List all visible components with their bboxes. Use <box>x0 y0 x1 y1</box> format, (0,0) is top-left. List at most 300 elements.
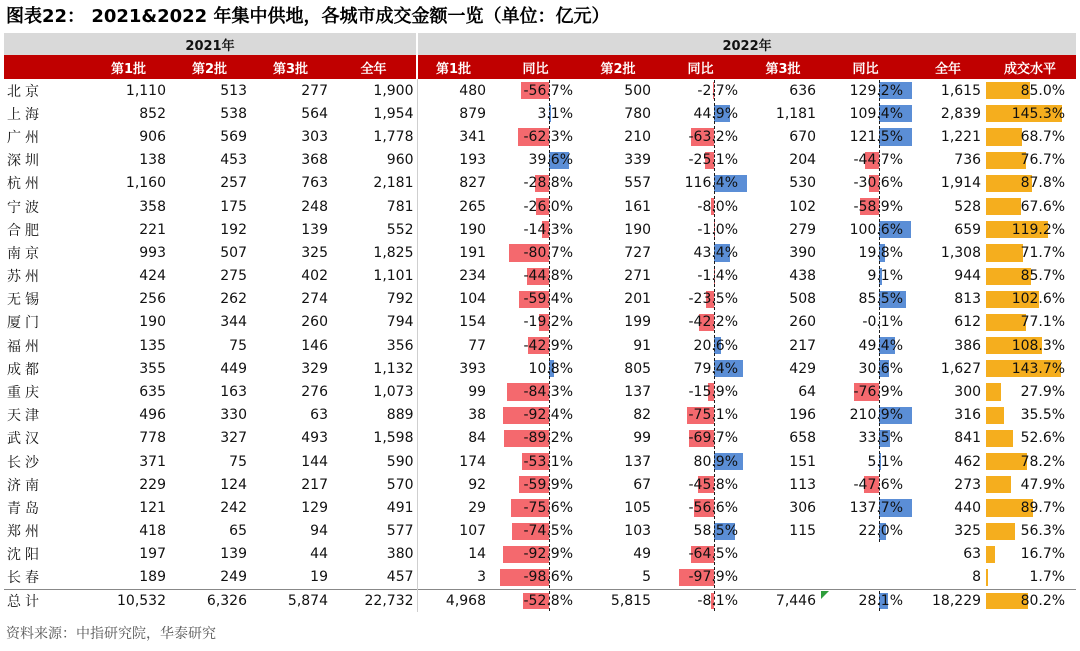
yoy-cell <box>489 311 582 334</box>
amount-cell: 77 <box>417 334 489 357</box>
level-value: 77.1% <box>1020 314 1066 331</box>
amount-cell: 1,615 <box>940 82 982 99</box>
yoy-cell <box>489 520 582 543</box>
yoy-value: -69.7% <box>688 430 739 447</box>
amount-cell: 355 <box>139 360 166 377</box>
yoy-value: -8.0% <box>697 198 739 215</box>
yoy-cell <box>654 334 747 357</box>
city-name: 天津 <box>7 408 43 425</box>
amount-cell: 154 <box>417 311 489 334</box>
yoy-value: -1.4% <box>697 268 739 285</box>
amount-cell: 727 <box>624 244 652 261</box>
yoy-value: -52.8% <box>523 592 574 609</box>
amount-cell: 538 <box>220 105 247 122</box>
city-name: 成都 <box>7 361 43 378</box>
table-row <box>4 334 1076 357</box>
yoy-value: -23.5% <box>688 291 739 308</box>
yoy-cell <box>819 334 912 357</box>
amount-cell: 99 <box>633 430 652 447</box>
amount-cell: 1,954 <box>373 105 414 122</box>
amount-cell: 418 <box>139 523 166 540</box>
yoy-cell <box>654 589 747 612</box>
amount-cell: 107 <box>417 520 489 543</box>
amount-cell: 841 <box>954 430 982 447</box>
level-cell <box>984 404 1076 427</box>
column-header: 同比 <box>654 55 747 79</box>
amount-cell: 325 <box>301 244 328 261</box>
city-name: 广州 <box>7 129 43 146</box>
amount-cell: 368 <box>301 152 328 169</box>
yoy-cell <box>654 473 747 496</box>
yoy-cell <box>489 125 582 148</box>
yoy-value: 30.6% <box>858 360 904 377</box>
amount-cell: 67 <box>633 476 652 493</box>
yoy-value: -62.3% <box>523 128 574 145</box>
yoy-cell <box>489 218 582 241</box>
group-2021: 2021年 <box>4 33 417 55</box>
amount-cell: 49 <box>633 546 652 563</box>
yoy-cell <box>654 311 747 334</box>
amount-cell: 151 <box>789 453 817 470</box>
amount-cell: 507 <box>220 244 247 261</box>
yoy-value: -63.2% <box>688 128 739 145</box>
amount-cell: 552 <box>386 221 414 238</box>
yoy-value: -2.7% <box>697 82 739 99</box>
amount-cell: 530 <box>789 175 817 192</box>
column-header: 第1批 <box>417 55 489 79</box>
city-name: 苏州 <box>7 269 43 286</box>
yoy-value: -26.0% <box>523 198 574 215</box>
yoy-cell <box>489 473 582 496</box>
amount-cell: 129 <box>301 499 328 516</box>
amount-cell: 390 <box>789 244 817 261</box>
level-value: 67.6% <box>1020 198 1066 215</box>
amount-cell: 139 <box>220 546 247 563</box>
level-cell <box>984 125 1076 148</box>
yoy-cell <box>819 265 912 288</box>
amount-cell: 457 <box>386 569 414 586</box>
table-row <box>4 265 1076 288</box>
yoy-cell <box>489 265 582 288</box>
amount-cell: 763 <box>301 175 328 192</box>
yoy-cell <box>489 566 582 589</box>
yoy-value: 137.7% <box>849 499 904 516</box>
amount-cell: 146 <box>301 337 328 354</box>
amount-cell: 1,110 <box>125 82 166 99</box>
amount-cell: 221 <box>139 221 166 238</box>
amount-cell: 500 <box>624 82 652 99</box>
amount-cell: 262 <box>220 291 247 308</box>
amount-cell: 327 <box>220 430 247 447</box>
amount-cell: 265 <box>417 195 489 218</box>
amount-cell: 199 <box>624 314 652 331</box>
yoy-value: -30.6% <box>853 175 904 192</box>
yoy-value: -98.6% <box>523 569 574 586</box>
amount-cell: 14 <box>417 543 489 566</box>
amount-cell: 260 <box>301 314 328 331</box>
level-cell <box>984 218 1076 241</box>
amount-cell: 496 <box>139 407 166 424</box>
city-transaction-table <box>4 33 1076 612</box>
amount-cell: 38 <box>417 404 489 427</box>
amount-cell: 325 <box>954 523 982 540</box>
yoy-value: -0.1% <box>862 314 904 331</box>
yoy-cell <box>654 79 747 102</box>
group-2022: 2022年 <box>417 33 1076 55</box>
yoy-value: 28.1% <box>858 592 904 609</box>
amount-cell: 670 <box>789 128 817 145</box>
city-name: 长沙 <box>7 454 43 471</box>
amount-cell: 102 <box>789 198 817 215</box>
yoy-cell <box>489 357 582 380</box>
yoy-cell <box>654 380 747 403</box>
amount-cell: 174 <box>417 450 489 473</box>
yoy-value: 19.8% <box>858 244 904 261</box>
amount-cell: 242 <box>220 499 247 516</box>
yoy-value: 80.9% <box>693 453 739 470</box>
column-header: 成交水平 <box>984 55 1076 79</box>
yoy-value: -25.1% <box>688 152 739 169</box>
yoy-cell <box>819 311 912 334</box>
amount-cell: 659 <box>954 221 982 238</box>
yoy-cell <box>654 357 747 380</box>
amount-cell: 612 <box>954 314 982 331</box>
amount-cell: 249 <box>220 569 247 586</box>
city-name: 南京 <box>7 245 43 262</box>
amount-cell: 8 <box>972 569 982 586</box>
level-value: 16.7% <box>1020 546 1066 563</box>
amount-cell: 256 <box>139 291 166 308</box>
yoy-cell <box>654 218 747 241</box>
level-value: 85.7% <box>1020 268 1066 285</box>
column-header: 第3批 <box>747 55 819 79</box>
city-name: 青岛 <box>7 500 43 517</box>
yoy-cell <box>819 566 912 589</box>
yoy-cell <box>489 543 582 566</box>
total-row <box>4 589 1076 612</box>
yoy-cell <box>654 125 747 148</box>
city-name: 合肥 <box>7 222 43 239</box>
amount-cell: 137 <box>624 384 652 401</box>
table-row <box>4 357 1076 380</box>
amount-cell: 137 <box>624 453 652 470</box>
level-cell <box>984 288 1076 311</box>
level-cell <box>984 334 1076 357</box>
amount-cell: 190 <box>417 218 489 241</box>
yoy-value: -53.1% <box>523 453 574 470</box>
amount-cell: 204 <box>789 152 817 169</box>
amount-cell: 1,073 <box>373 384 414 401</box>
amount-cell: 380 <box>386 546 414 563</box>
level-cell <box>984 520 1076 543</box>
amount-cell: 75 <box>229 453 247 470</box>
yoy-value: 129.2% <box>849 82 904 99</box>
level-value: 76.7% <box>1020 152 1066 169</box>
amount-cell: 163 <box>220 384 247 401</box>
city-name: 北京 <box>7 83 43 100</box>
yoy-cell <box>654 450 747 473</box>
level-value: 52.6% <box>1020 430 1066 447</box>
city-name: 宁波 <box>7 199 43 216</box>
yoy-value: -75.6% <box>523 499 574 516</box>
level-cell <box>984 566 1076 589</box>
amount-cell: 386 <box>954 337 982 354</box>
amount-cell: 805 <box>624 360 652 377</box>
amount-cell: 1,221 <box>940 128 982 145</box>
yoy-value: -74.5% <box>523 523 574 540</box>
amount-cell: 1,181 <box>775 105 817 122</box>
amount-cell: 1,160 <box>125 175 166 192</box>
source-note: 资料来源：中指研究院，华泰研究 <box>6 626 216 642</box>
yoy-value: -80.7% <box>523 244 574 261</box>
city-name: 杭州 <box>7 176 43 193</box>
yoy-value: -42.9% <box>523 337 574 354</box>
yoy-cell <box>489 589 582 612</box>
yoy-value: -8.1% <box>697 592 739 609</box>
amount-cell: 104 <box>417 288 489 311</box>
amount-cell: 1,914 <box>940 175 982 192</box>
amount-cell: 5,815 <box>582 589 654 612</box>
amount-cell: 5 <box>642 569 652 586</box>
yoy-cell <box>489 450 582 473</box>
amount-cell: 29 <box>417 496 489 519</box>
column-header: 第3批 <box>250 55 331 79</box>
amount-cell: 277 <box>301 82 328 99</box>
level-value: 78.2% <box>1020 453 1066 470</box>
yoy-value: -59.4% <box>523 291 574 308</box>
total-label: 总计 <box>4 589 88 612</box>
column-header: 第2批 <box>582 55 654 79</box>
yoy-cell <box>489 334 582 357</box>
amount-cell: 84 <box>417 427 489 450</box>
yoy-value: 3.1% <box>537 105 574 122</box>
yoy-cell <box>489 241 582 264</box>
amount-cell: 1,778 <box>373 128 414 145</box>
column-header: 第1批 <box>88 55 169 79</box>
yoy-value: 121.5% <box>849 128 904 145</box>
yoy-cell <box>489 427 582 450</box>
amount-cell: 852 <box>139 105 166 122</box>
yoy-value: -19.2% <box>523 314 574 331</box>
yoy-value: 43.4% <box>693 244 739 261</box>
amount-cell: 2,181 <box>373 175 414 192</box>
yoy-cell <box>819 520 912 543</box>
yoy-cell <box>654 427 747 450</box>
yoy-cell <box>819 218 912 241</box>
city-name: 深圳 <box>7 153 43 170</box>
amount-cell: 879 <box>417 102 489 125</box>
level-cell <box>984 380 1076 403</box>
yoy-cell <box>819 543 912 566</box>
yoy-value: -75.1% <box>688 407 739 424</box>
level-cell <box>984 149 1076 172</box>
amount-cell <box>747 566 819 589</box>
amount-cell: 191 <box>417 241 489 264</box>
amount-cell: 19 <box>310 569 328 586</box>
table-row <box>4 102 1076 125</box>
table-row <box>4 218 1076 241</box>
level-cell <box>984 265 1076 288</box>
amount-cell: 248 <box>301 198 328 215</box>
amount-cell: 889 <box>386 407 414 424</box>
amount-cell: 356 <box>386 337 414 354</box>
level-value: 87.8% <box>1020 175 1066 192</box>
yoy-value: -92.9% <box>523 546 574 563</box>
amount-cell: 193 <box>417 149 489 172</box>
yoy-cell <box>819 288 912 311</box>
amount-cell: 82 <box>633 407 652 424</box>
amount-cell: 63 <box>310 407 328 424</box>
level-cell <box>984 172 1076 195</box>
amount-cell: 570 <box>386 476 414 493</box>
yoy-value: -15.9% <box>688 384 739 401</box>
column-header <box>4 55 88 79</box>
amount-cell: 438 <box>789 268 817 285</box>
level-value: 47.9% <box>1020 476 1066 493</box>
level-value: 108.3% <box>1011 337 1066 354</box>
amount-cell: 429 <box>789 360 817 377</box>
amount-cell: 257 <box>220 175 247 192</box>
yoy-cell <box>489 102 582 125</box>
amount-cell: 234 <box>417 265 489 288</box>
amount-cell: 3 <box>417 566 489 589</box>
amount-cell <box>747 543 819 566</box>
yoy-value: -89.2% <box>523 430 574 447</box>
amount-cell: 827 <box>417 172 489 195</box>
yoy-value: 20.6% <box>693 337 739 354</box>
amount-cell: 528 <box>954 198 982 215</box>
column-header: 同比 <box>489 55 582 79</box>
yoy-cell <box>654 265 747 288</box>
amount-cell: 275 <box>220 268 247 285</box>
amount-cell: 557 <box>624 175 652 192</box>
yoy-value: -1.0% <box>697 221 739 238</box>
amount-cell: 1,308 <box>940 244 982 261</box>
amount-cell: 393 <box>417 357 489 380</box>
city-name: 沈阳 <box>7 547 43 564</box>
yoy-cell <box>819 589 912 612</box>
yoy-cell <box>819 450 912 473</box>
level-cell <box>984 450 1076 473</box>
amount-cell: 1,598 <box>373 430 414 447</box>
level-value: 80.2% <box>1020 592 1066 609</box>
column-header-row <box>4 55 1076 79</box>
yoy-cell <box>489 79 582 102</box>
figure-title: 图表22： 2021&2022 年集中供地，各城市成交金额一览（单位：亿元） <box>6 6 610 27</box>
amount-cell: 1,627 <box>940 360 982 377</box>
amount-cell: 330 <box>220 407 247 424</box>
table-row <box>4 288 1076 311</box>
amount-cell: 508 <box>789 291 817 308</box>
amount-cell: 113 <box>789 476 817 493</box>
level-value: 102.6% <box>1011 291 1066 308</box>
yoy-value: -58.9% <box>853 198 904 215</box>
yoy-cell <box>819 125 912 148</box>
amount-cell: 276 <box>301 384 328 401</box>
yoy-value: -59.9% <box>523 476 574 493</box>
amount-cell: 462 <box>954 453 982 470</box>
amount-cell: 303 <box>301 128 328 145</box>
yoy-cell <box>819 172 912 195</box>
level-value: 1.7% <box>1029 569 1066 586</box>
amount-cell: 91 <box>633 337 652 354</box>
amount-cell: 190 <box>139 314 166 331</box>
yoy-value: 5.1% <box>867 453 904 470</box>
amount-cell: 18,229 <box>912 589 984 612</box>
amount-cell: 65 <box>229 523 247 540</box>
yoy-value: 58.5% <box>693 523 739 540</box>
amount-cell: 1,132 <box>373 360 414 377</box>
table-row <box>4 311 1076 334</box>
amount-cell: 371 <box>139 453 166 470</box>
yoy-cell <box>819 357 912 380</box>
amount-cell: 736 <box>954 152 982 169</box>
level-value: 143.7% <box>1011 360 1066 377</box>
column-header: 同比 <box>819 55 912 79</box>
amount-cell: 197 <box>139 546 166 563</box>
amount-cell: 6,326 <box>169 589 250 612</box>
yoy-value: -45.8% <box>688 476 739 493</box>
yoy-cell <box>654 102 747 125</box>
amount-cell: 440 <box>954 499 982 516</box>
amount-cell: 4,968 <box>417 589 489 612</box>
city-name: 郑州 <box>7 524 43 541</box>
amount-cell: 1,101 <box>373 268 414 285</box>
amount-cell: 5,874 <box>250 589 331 612</box>
amount-cell: 513 <box>220 82 247 99</box>
yoy-value: 9.1% <box>867 268 904 285</box>
yoy-value: -42.2% <box>688 314 739 331</box>
yoy-value: -44.8% <box>523 268 574 285</box>
yoy-value: -14.3% <box>523 221 574 238</box>
amount-cell: 906 <box>139 128 166 145</box>
amount-cell: 944 <box>954 268 982 285</box>
yoy-cell <box>489 149 582 172</box>
amount-cell: 139 <box>301 221 328 238</box>
yoy-cell <box>654 566 747 589</box>
table-row <box>4 241 1076 264</box>
level-cell <box>984 241 1076 264</box>
column-header: 第2批 <box>169 55 250 79</box>
level-cell <box>984 195 1076 218</box>
amount-cell: 300 <box>954 384 982 401</box>
amount-cell: 569 <box>220 128 247 145</box>
city-name: 长春 <box>7 570 43 587</box>
level-value: 85.0% <box>1020 82 1066 99</box>
yoy-cell <box>819 473 912 496</box>
amount-cell: 491 <box>386 499 414 516</box>
amount-cell: 271 <box>624 268 652 285</box>
yoy-value: 44.9% <box>693 105 739 122</box>
yoy-value: 39.6% <box>528 152 574 169</box>
amount-cell: 564 <box>301 105 328 122</box>
amount-cell: 279 <box>789 221 817 238</box>
table-row <box>4 520 1076 543</box>
yoy-value: 100.6% <box>849 221 904 238</box>
yoy-cell <box>819 241 912 264</box>
yoy-cell <box>819 404 912 427</box>
yoy-cell <box>654 404 747 427</box>
city-name: 重庆 <box>7 385 43 402</box>
level-value: 68.7% <box>1020 128 1066 145</box>
table-row <box>4 543 1076 566</box>
amount-cell: 960 <box>386 152 414 169</box>
amount-cell: 217 <box>789 337 817 354</box>
yoy-cell <box>819 496 912 519</box>
level-cell <box>984 496 1076 519</box>
amount-cell: 175 <box>220 198 247 215</box>
level-cell <box>984 102 1076 125</box>
